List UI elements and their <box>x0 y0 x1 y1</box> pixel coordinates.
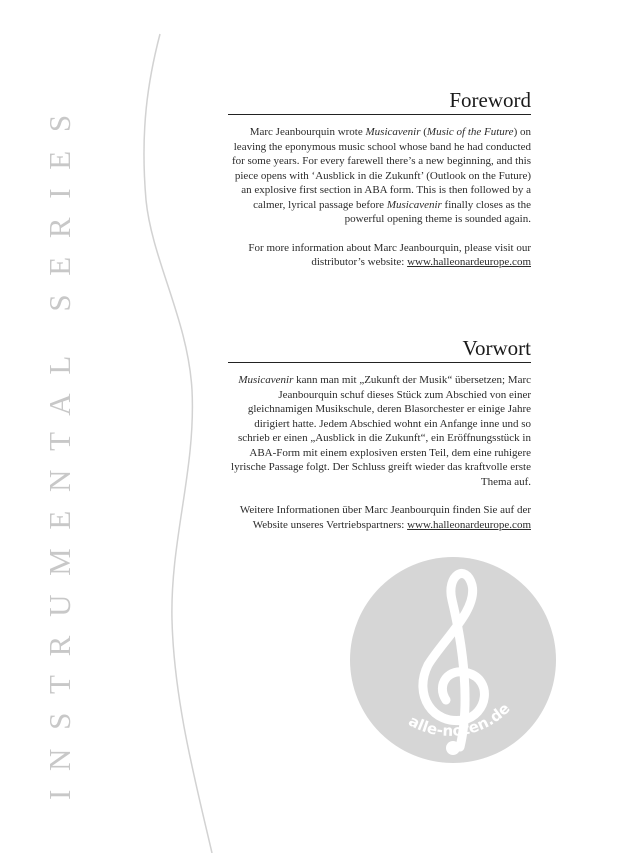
foreword-body <box>228 125 531 270</box>
foreword-heading: Foreword <box>228 90 531 115</box>
vorwort-website-link[interactable]: www.halleonardeurope.com <box>407 518 531 531</box>
foreword-text-2: ( <box>420 126 427 138</box>
watermark-logo <box>348 555 558 765</box>
vorwort-text-1: kann man mit „Zukunft der Musik“ übersetzen; Marc Jeanbourquin schuf dieses Stück zum Abschied von einer gleichnamigen Musikschule, deren Blasorchester er einige Jahre dirigiert hatte. Jedem Abschied wohnt ein Anfange inne und so schrieb er einen „Ausblick in die Zukunft“, ein Eröffnungsstück in ABA-Form mit einem explosiven ersten Teil, dem eine ruhigere lyrische Passage folgt. Der Schluss greift wieder das kraftvolle erste Thema auf. <box>231 374 531 488</box>
foreword-info-text: For more information about Marc Jeanbourquin, please visit our distributor’s website: <box>248 241 531 268</box>
foreword-text-3: ) on leaving the eponymous music school whose band he had conducted for some years. For every farewell there’s a new beginning, and this piece opens with ‘Ausblick in die Zukunft’ (Outlook on the Future) an explosive first section in ABA form. This is then followed by a calmer, lyrical passage before <box>231 126 531 211</box>
foreword-section <box>228 90 531 270</box>
watermark-text: alle-noten.de <box>405 699 514 741</box>
foreword-website-link[interactable]: www.halleonardeurope.com <box>407 256 531 268</box>
foreword-title-musicavenir: Musicavenir <box>365 126 421 138</box>
vorwort-heading: Vorwort <box>228 338 531 363</box>
foreword-text-4: finally closes as the powerful opening theme is sounded again. <box>344 198 531 225</box>
foreword-text-1: Marc Jeanbourquin wrote <box>249 126 366 138</box>
foreword-title-translation: Music of the Future <box>426 126 514 138</box>
series-title-text: INSTRUMENTAL SERIES <box>42 96 77 800</box>
vorwort-title-musicavenir: Musicavenir <box>238 374 294 386</box>
vorwort-body <box>228 373 531 532</box>
vorwort-section <box>228 338 531 532</box>
foreword-title-musicavenir-2: Musicavenir <box>386 198 442 211</box>
vorwort-paragraph-2 <box>228 503 531 532</box>
foreword-paragraph-1 <box>228 125 531 227</box>
foreword-paragraph-2 <box>228 241 531 270</box>
vorwort-info-text: Weitere Informationen über Marc Jeanbourquin finden Sie auf der Website unseres Vertriebspartners: <box>239 504 531 531</box>
vorwort-paragraph-1 <box>228 373 531 489</box>
